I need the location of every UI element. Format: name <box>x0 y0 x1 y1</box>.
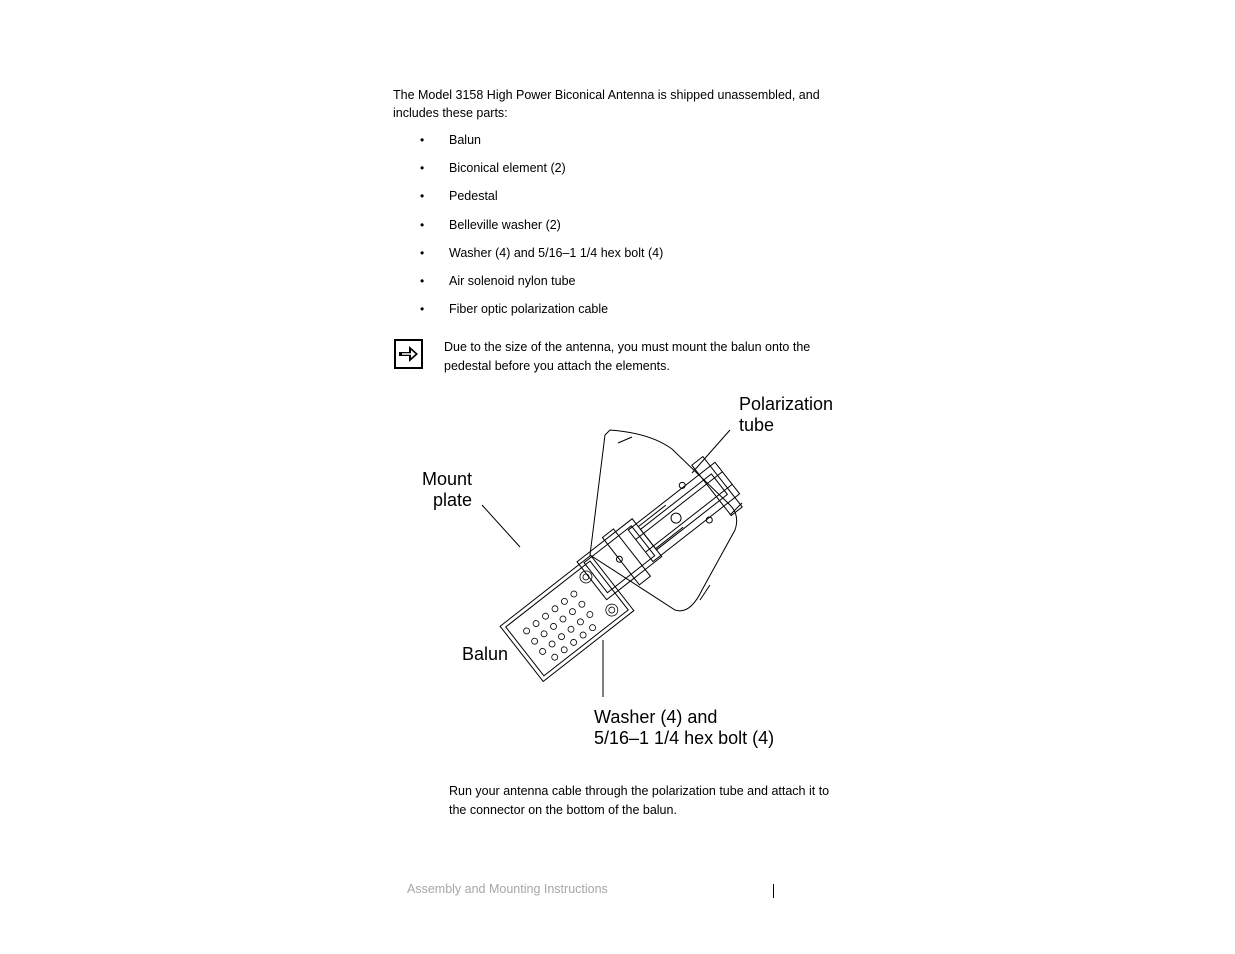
part-label: Pedestal <box>449 189 498 204</box>
callout-line: Mount <box>422 469 473 489</box>
list-item <box>393 300 833 328</box>
part-label: Biconical element (2) <box>449 161 566 176</box>
balun-block <box>500 555 634 681</box>
callout-line: 5/16–1 1/4 hex bolt (4) <box>594 728 775 748</box>
note-text: Due to the size of the antenna, you must mount the balun onto the pedestal before you attach the elements. <box>444 340 811 373</box>
bullet-icon: • <box>420 189 425 204</box>
bullet-icon: • <box>420 245 425 260</box>
part-label: Balun <box>449 133 481 147</box>
part-label: Fiber optic polarization cable <box>449 302 609 317</box>
callout-line: plate <box>433 490 473 510</box>
antenna-drawing <box>400 385 850 755</box>
list-item <box>393 216 833 244</box>
callout-line: tube <box>739 415 775 435</box>
list-item <box>393 244 833 272</box>
polarization-tube-label <box>739 394 833 436</box>
mount-leader-line <box>482 505 520 547</box>
instruction-text: Run your antenna cable through the polarization tube and attach it to the connector on the bottom of the balun. <box>449 784 830 817</box>
intro-paragraph: The Model 3158 High Power Biconical Antenna is shipped unassembled, and includes these parts: <box>393 88 820 120</box>
list-item <box>393 187 833 215</box>
arrow-right-icon <box>394 339 423 369</box>
bullet-icon: • <box>420 273 425 288</box>
mount-plate-label <box>422 469 472 511</box>
element-plate <box>590 430 737 611</box>
callout-line: Washer (4) and <box>594 707 718 727</box>
list-item <box>393 131 833 159</box>
mount-plate <box>577 497 689 599</box>
list-item <box>393 272 833 300</box>
bullet-icon: • <box>420 217 425 232</box>
bullet-icon: • <box>420 302 425 317</box>
callout-line: Polarization <box>739 394 834 414</box>
bullet-icon: • <box>420 161 425 176</box>
part-label: Air solenoid nylon tube <box>449 273 576 288</box>
list-item <box>393 159 833 187</box>
footer-divider <box>773 884 774 898</box>
washer-bolt-label <box>594 707 774 749</box>
polarization-assembly <box>601 453 747 587</box>
balun-label: Balun <box>462 644 509 664</box>
bullet-icon: • <box>420 133 425 147</box>
footer-title: Assembly and Mounting Instructions <box>407 882 608 896</box>
part-label: Belleville washer (2) <box>449 217 561 232</box>
balun-mount-diagram <box>400 385 850 755</box>
parts-list <box>393 131 833 328</box>
part-label: Washer (4) and 5/16–1 1/4 hex bolt (4) <box>449 245 664 260</box>
